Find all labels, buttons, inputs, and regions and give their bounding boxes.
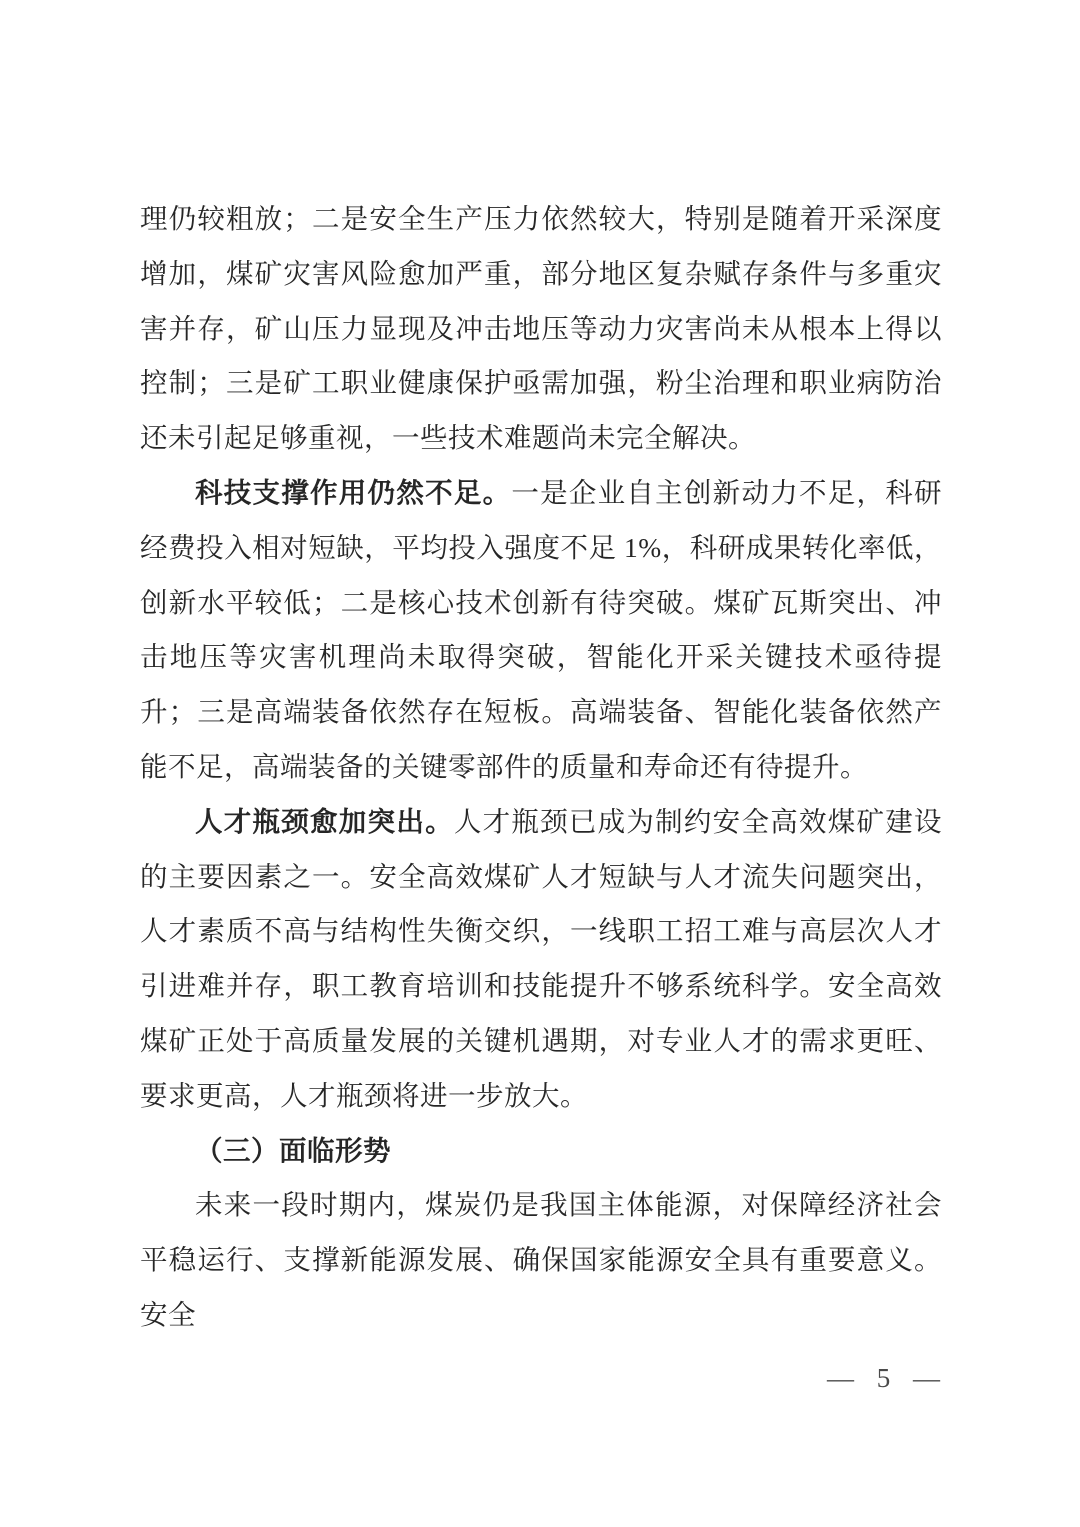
section-heading xyxy=(140,1124,942,1179)
body-text: 人才瓶颈已成为制约安全高效煤矿建设的主要因素之一。安全高效煤矿人才短缺与人才流失问题突出，人才素质不高与结构性失衡交织，一线职工招工难与高层次人才引进难并存，职工教育培训和技能提升不够系统科学。安全高效煤矿正处于高质量发展的关键机遇期，对专业人才的需求更旺、要求更高，人才瓶颈将进一步放大。 xyxy=(140,805,943,1111)
document-body xyxy=(140,192,942,1343)
body-text: 理仍较粗放；二是安全生产压力依然较大，特别是随着开采深度增加，煤矿灾害风险愈加严重，部分地区复杂赋存条件与多重灾害并存，矿山压力显现及冲击地压等动力灾害尚未从根本上得以控制；三是矿工职业健康保护亟需加强，粉尘治理和职业病防治还未引起足够重视，一些技术难题尚未完全解决。 xyxy=(140,203,942,454)
bold-lead-text: 人才瓶颈愈加突出。 xyxy=(195,805,454,837)
body-text: 未来一段时期内，煤炭仍是我国主体能源，对保障经济社会平稳运行、支撑新能源发展、确保国家能源安全具有重要意义。安全 xyxy=(140,1189,942,1330)
paragraph xyxy=(140,795,942,1124)
paragraph xyxy=(140,192,942,466)
page-number: — 5 — xyxy=(827,1363,948,1393)
paragraph xyxy=(140,1178,942,1342)
body-text: 一是企业自主创新动力不足，科研经费投入相对短缺，平均投入强度不足 1%，科研成果转化率低，创新水平较低；二是核心技术创新有待突破。煤矿瓦斯突出、冲击地压等灾害机理尚未取得突破，智能化开采关键技术亟待提升；三是高端装备依然存在短板。高端装备、智能化装备依然产能不足，高端装备的关键零部件的质量和寿命还有待提升。 xyxy=(140,476,942,782)
bold-lead-text: （三）面临形势 xyxy=(195,1134,391,1166)
paragraph xyxy=(140,466,942,795)
bold-lead-text: 科技支撑作用仍然不足。 xyxy=(195,476,512,508)
